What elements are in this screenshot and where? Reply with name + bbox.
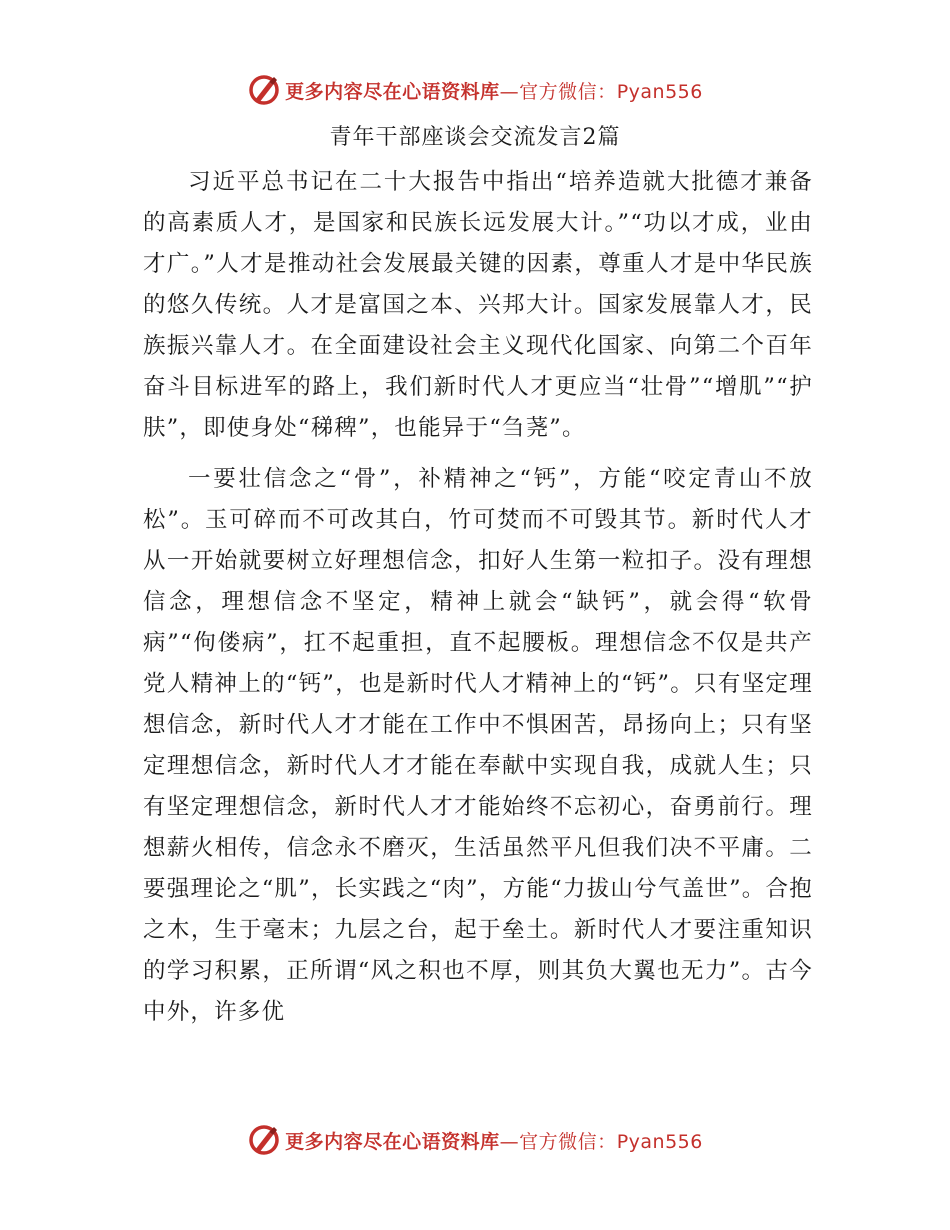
watermark-site: 更多内容尽在心语资料库 <box>285 1130 500 1153</box>
paragraph-2: 一要壮信念之“骨”，补精神之“钙”，方能“咬定青山不放松”。玉可碎而不可改其白，竹可焚而不可毁其节。新时代人才从一开始就要树立好理想信念，扣好人生第一粒扣子。没有理想信念，理想信念不坚定，精神上就会“缺钙”，就会得“软骨病”“佝偻病”，扛不起重担，直不起腰板。理想信念不仅是共产党人精神上的“钙”，也是新时代人才精神上的“钙”。只有坚定理想信念，新时代人才才能在工作中不惧困苦，昂扬向上；只有坚定理想信念，新时代人才才能在奉献中实现自我，成就人生；只有坚定理想信念，新时代人才才能始终不忘初心，奋勇前行。理想薪火相传，信念永不磨灭，生活虽然平凡但我们决不平庸。二要强理论之“肌”，长实践之“肉”，方能“力拔山兮气盖世”。合抱之木，生于毫末；九层之台，起于垒土。新时代人才要注重知识的学习积累，正所谓“风之积也不厚，则其负大翼也无力”。古今中外，许多优 <box>143 466 813 1025</box>
watermark-wechat-label: 官方微信： <box>519 80 617 103</box>
pen-logo-icon <box>247 1123 281 1157</box>
pen-logo-icon <box>247 73 281 107</box>
watermark-separator: — <box>499 1130 520 1153</box>
document-body <box>143 162 813 1033</box>
watermark-wechat-id: Pyan556 <box>616 1130 703 1153</box>
header-watermark <box>0 70 950 110</box>
document-title: 青年干部座谈会交流发言2篇 <box>329 125 621 150</box>
watermark-wechat-id: Pyan556 <box>616 80 703 103</box>
paragraph-1: 习近平总书记在二十大报告中指出“培养造就大批德才兼备的高素质人才，是国家和民族长远发展大计。”“功以才成，业由才广。”人才是推动社会发展最关键的因素，尊重人才是中华民族的悠久传统。人才是富国之本、兴邦大计。国家发展靠人才，民族振兴靠人才。在全面建设社会主义现代化国家、向第二个百年奋斗目标进军的路上，我们新时代人才更应当“壮骨”“增肌”“护肤”，即使身处“稊稗”，也能异于“刍荛”。 <box>143 169 813 441</box>
watermark-site: 更多内容尽在心语资料库 <box>285 80 500 103</box>
footer-watermark <box>0 1120 950 1160</box>
watermark-wechat-label: 官方微信： <box>519 1130 617 1153</box>
watermark-separator: — <box>499 80 520 103</box>
watermark-text <box>285 77 703 104</box>
watermark-text <box>285 1127 703 1154</box>
